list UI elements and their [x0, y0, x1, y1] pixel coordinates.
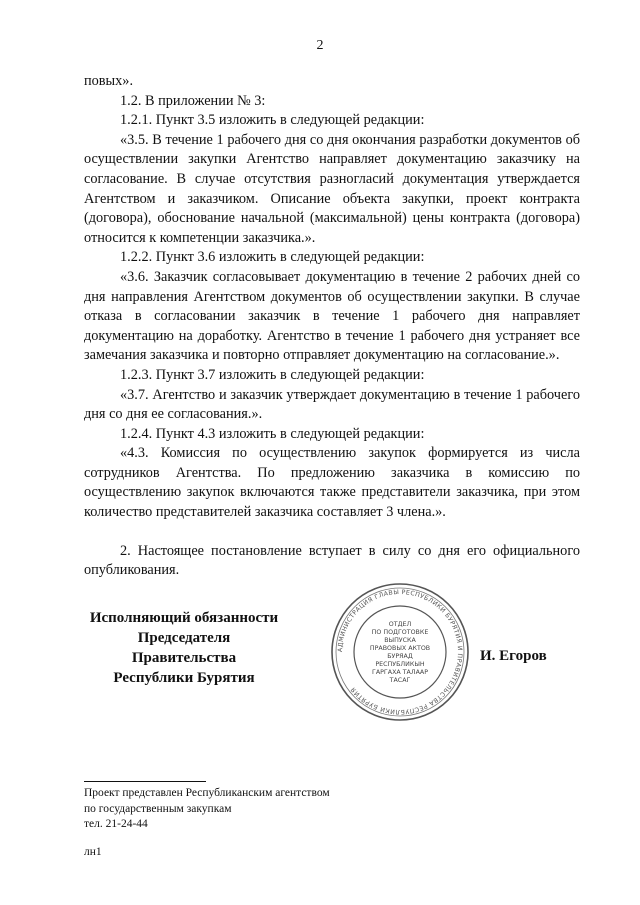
paragraph-clause-4-3: «4.3. Комиссия по осуществлению закупок формируется из числа сотрудников Агентства. По предложению заказчика в комиссию по осуществлению закупок включаются также представители заказчика, при этом количество представителей заказчика составляет 3 члена.».	[84, 445, 580, 521]
signatory-title-line: Председателя Правительства	[131, 630, 237, 666]
paragraph-1-2-4: 1.2.4. Пункт 4.3 изложить в следующей редакции:	[120, 425, 425, 442]
footnote	[84, 786, 330, 833]
seal-inner-line: ОТДЕЛ	[388, 621, 412, 628]
seal-inner-line: ВЫПУСКА	[384, 637, 416, 644]
paragraph-clause-3-7: «3.7. Агентство и заказчик утверждает документацию в течение 1 рабочего дня со дня ее согласования.».	[84, 386, 580, 423]
seal-outer-text: АДМИНИСТРАЦИЯ ГЛАВЫ РЕСПУБЛИКИ БУРЯТИЯ И ПРАВИТЕЛЬСТВА РЕСПУБЛИКИ БУРЯТИЯ	[336, 588, 464, 716]
signatory-title-line: Исполняющий обязанности	[89, 610, 279, 626]
footnote-phone: тел. 21-24-44	[84, 818, 148, 830]
footnote-line: по государственным закупкам	[84, 802, 232, 815]
paragraph-1-2-1: 1.2.1. Пункт 3.5 изложить в следующей редакции:	[120, 112, 425, 129]
seal-icon	[328, 582, 472, 722]
paragraph-appendix-3: 1.2. В приложении № 3:	[120, 92, 266, 109]
signatory-name: И. Егоров	[480, 648, 547, 664]
seal-inner-line: РЕСПУБЛИКЫН	[375, 661, 425, 668]
paragraph-continuation: повых».	[84, 73, 134, 89]
signatory-title-line: Республики Бурятия	[113, 670, 255, 686]
paragraph-clause-3-5: «3.5. В течение 1 рабочего дня со дня окончания разработки документов об осуществлении закупки Агентство направляет документацию заказчику на согласование. В случае отсутствия разногласий документация утверждается Агентством и заказчиком. Описание объекта закупки, проект контракта (договора), обоснование начальной (максимальной) цены контракта (договора) относится к компетенции заказчика.».	[84, 131, 580, 246]
paragraph-1-2-2: 1.2.2. Пункт 3.6 изложить в следующей редакции:	[120, 249, 425, 266]
seal-inner-line: БУРЯАД	[387, 653, 413, 660]
paragraph-effective-date: 2. Настоящее постановление вступает в силу со дня его официального опубликования.	[84, 542, 580, 579]
footnote-line: Проект представлен Республиканским агентством	[84, 787, 330, 799]
document-code: лн1	[84, 846, 102, 858]
seal-inner-line: ПО ПОДГОТОВКЕ	[371, 629, 429, 636]
page-number: 2	[316, 38, 324, 53]
signatory-title	[84, 608, 284, 688]
paragraph-clause-3-6: «3.6. Заказчик согласовывает документацию в течение 2 рабочих дней со дня направления Агентством документов об осуществлении закупки. В случае отказа в согласовании заказчик в течение 1 рабочего дня направляет документацию на доработку. Агентство в течение 1 рабочего дня устраняет все замечания заказчика и повторно отправляет документацию на согласование.».	[84, 268, 580, 364]
paragraph-1-2-3: 1.2.3. Пункт 3.7 изложить в следующей редакции:	[120, 366, 425, 383]
document-body	[84, 72, 580, 581]
official-seal-stamp	[328, 582, 472, 722]
seal-inner-line: ТАСАГ	[389, 677, 411, 684]
footnote-divider	[84, 781, 206, 782]
seal-inner-line: ГАРГАХА ТАЛААР	[371, 669, 429, 676]
seal-inner-line: ПРАВОВЫХ АКТОВ	[369, 645, 431, 652]
